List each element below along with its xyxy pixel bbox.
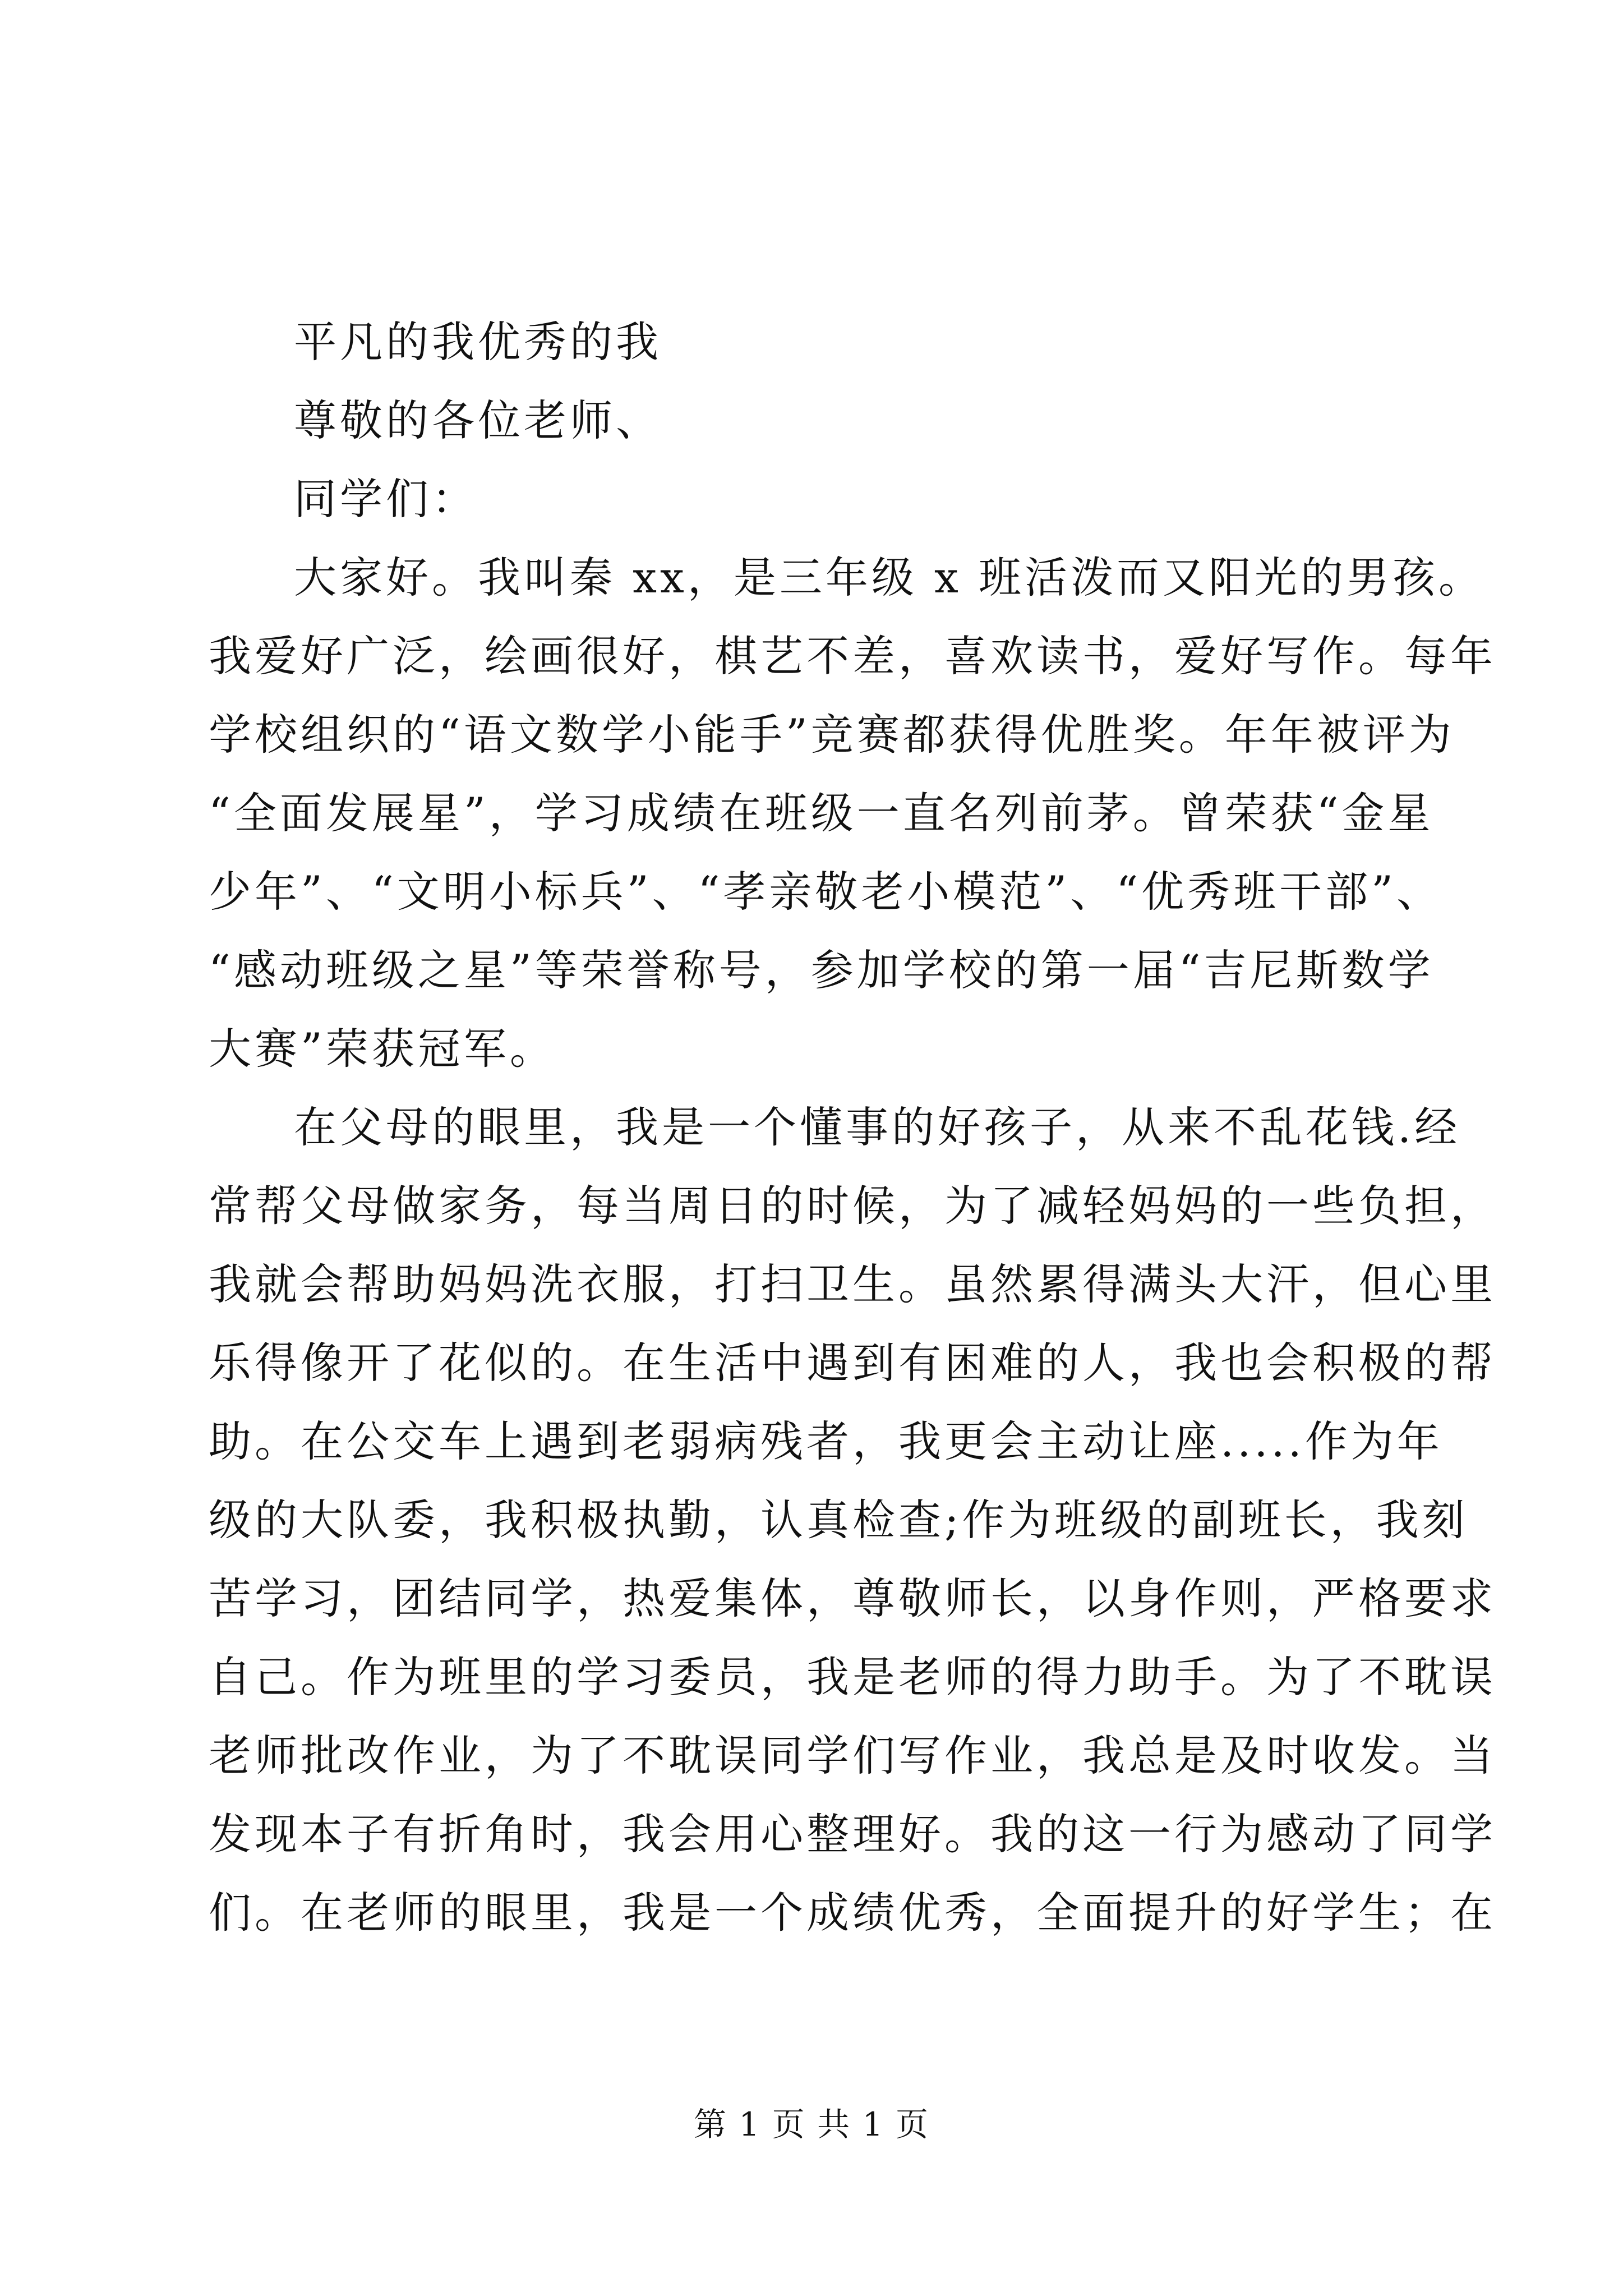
- paragraph-1-line: 大家好。我叫秦 xx，是三年级 x 班活泼而又阳光的男孩。: [294, 553, 1485, 602]
- paragraph-2-line: 们。在老师的眼里，我是一个成绩优秀，全面提升的好学生；在: [209, 1888, 1496, 1938]
- salutation-line-2: 同学们：: [294, 474, 478, 524]
- paragraph-2-line: 自己。作为班里的学习委员，我是老师的得力助手。为了不耽误: [209, 1652, 1496, 1702]
- document-title: 平凡的我优秀的我: [294, 317, 662, 367]
- salutation-line-1: 尊敬的各位老师、: [294, 395, 662, 445]
- paragraph-2-line: 级的大队委，我积极执勤，认真检查;作为班级的副班长，我刻: [209, 1495, 1468, 1545]
- page-number-label: 第 1 页 共 1 页: [694, 2105, 929, 2143]
- paragraph-2-line: 我就会帮助妈妈洗衣服，打扫卫生。虽然累得满头大汗，但心里: [209, 1259, 1496, 1309]
- paragraph-1-line: 我爱好广泛，绘画很好，棋艺不差，喜欢读书，爱好写作。每年: [209, 631, 1496, 681]
- paragraph-2-line: 乐得像开了花似的。在生活中遇到有困难的人，我也会积极的帮: [209, 1338, 1496, 1388]
- paragraph-1-line: 学校组织的“语文数学小能手”竞赛都获得优胜奖。年年被评为: [209, 710, 1455, 760]
- document-body: [209, 303, 1496, 1952]
- paragraph-2-line: 在父母的眼里，我是一个懂事的好孩子，从来不乱花钱.经: [294, 1102, 1461, 1152]
- paragraph-2-line: 苦学习，团结同学，热爱集体，尊敬师长，以身作则，严格要求: [209, 1573, 1496, 1623]
- paragraph-1-line: 少年”、“文明小标兵”、“孝亲敬老小模范”、“优秀班干部”、: [209, 867, 1442, 917]
- page-footer: [0, 2098, 1623, 2145]
- paragraph-2-line: 助。在公交车上遇到老弱病残者，我更会主动让座.....作为年: [209, 1416, 1443, 1466]
- paragraph-2-line: 老师批改作业，为了不耽误同学们写作业，我总是及时收发。当: [209, 1731, 1496, 1780]
- paragraph-2-line: 发现本子有折角时，我会用心整理好。我的这一行为感动了同学: [209, 1809, 1496, 1859]
- paragraph-1-line: 大赛”荣获冠军。: [209, 1024, 556, 1074]
- paragraph-2: [209, 1088, 1496, 1952]
- paragraph-1: [209, 539, 1496, 1088]
- paragraph-1-line: “全面发展星”，学习成绩在班级一直名列前茅。曾荣获“金星: [209, 788, 1434, 838]
- paragraph-2-line: 常帮父母做家务，每当周日的时候，为了减轻妈妈的一些负担，: [209, 1181, 1496, 1231]
- paragraph-1-line: “感动班级之星”等荣誉称号，参加学校的第一届“吉尼斯数学: [209, 945, 1434, 995]
